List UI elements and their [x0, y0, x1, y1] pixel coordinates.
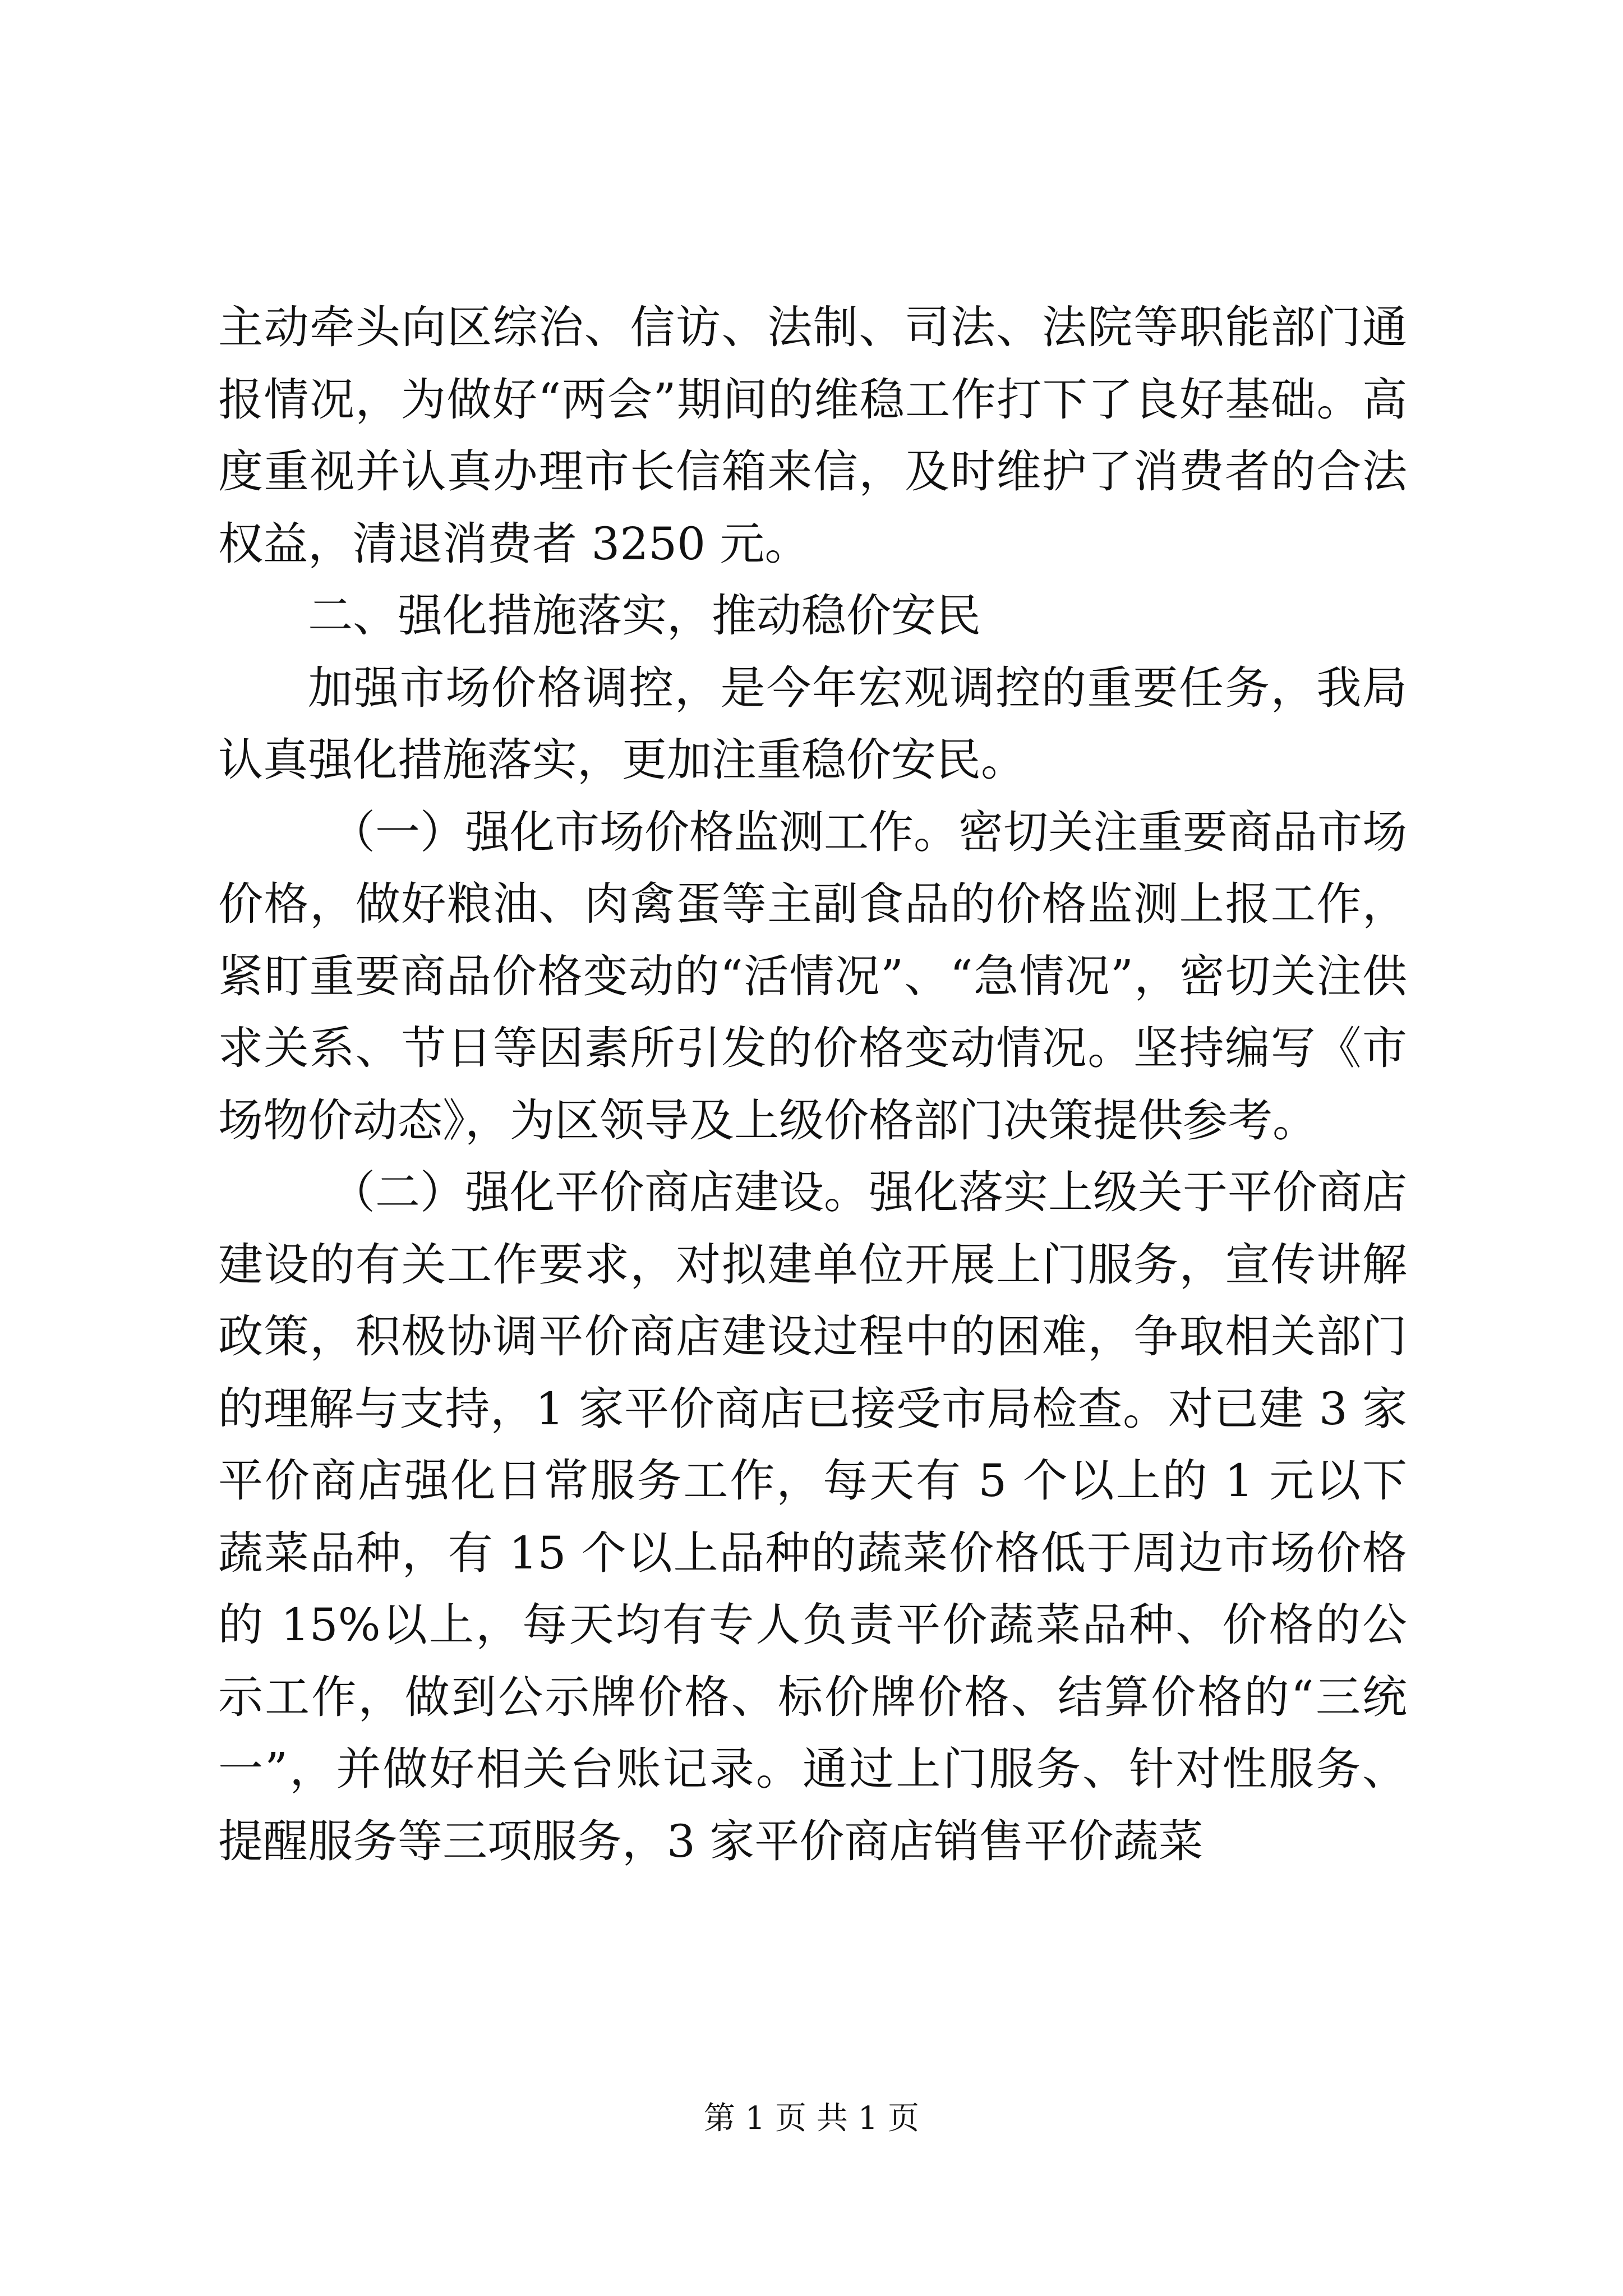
- section-heading: 二、强化措施落实，推动稳价安民: [308, 590, 981, 642]
- paragraph-item-2: （二）强化平价商店建设。强化落实上级关于平价商店建设的有关工作要求，对拟建单位开展上门服务，宣传讲解政策，积极协调平价商店建设过程中的困难，争取相关部门的理解与支持，1 家平价商店已接受市局检查。对已建 3 家平价商店强化日常服务工作，每天有 5 个以上的 1 元以下蔬菜品种，有 15 个以上品种的蔬菜价格低于周边市场价格的 15%以上，每天均有专人负责平价蔬菜品种、价格的公示工作，做到公示牌价格、标价牌价格、结算价格的“三统一”，并做好相关台账记录。通过上门服务、针对性服务、提醒服务等三项服务，3 家平价商店销售平价蔬菜: [218, 1166, 1407, 1867]
- page-footer: 第 1 页 共 1 页: [703, 2100, 920, 2137]
- document-body: [218, 292, 1407, 1878]
- paragraph-intro: 加强市场价格调控，是今年宏观调控的重要任务，我局认真强化措施落实，更加注重稳价安民。: [218, 661, 1407, 786]
- paragraph-continuation: 主动牵头向区综治、信访、法制、司法、法院等职能部门通报情况，为做好“两会”期间的维稳工作打下了良好基础。高度重视并认真办理市长信箱来信，及时维护了消费者的合法权益，清退消费者 3250 元。: [218, 301, 1407, 570]
- paragraph-item-1: （一）强化市场价格监测工作。密切关注重要商品市场价格，做好粮油、肉禽蛋等主副食品的价格监测上报工作，紧盯重要商品价格变动的“活情况”、“急情况”，密切关注供求关系、节日等因素所引发的价格变动情况。坚持编写《市场物价动态》，为区领导及上级价格部门决策提供参考。: [218, 806, 1407, 1147]
